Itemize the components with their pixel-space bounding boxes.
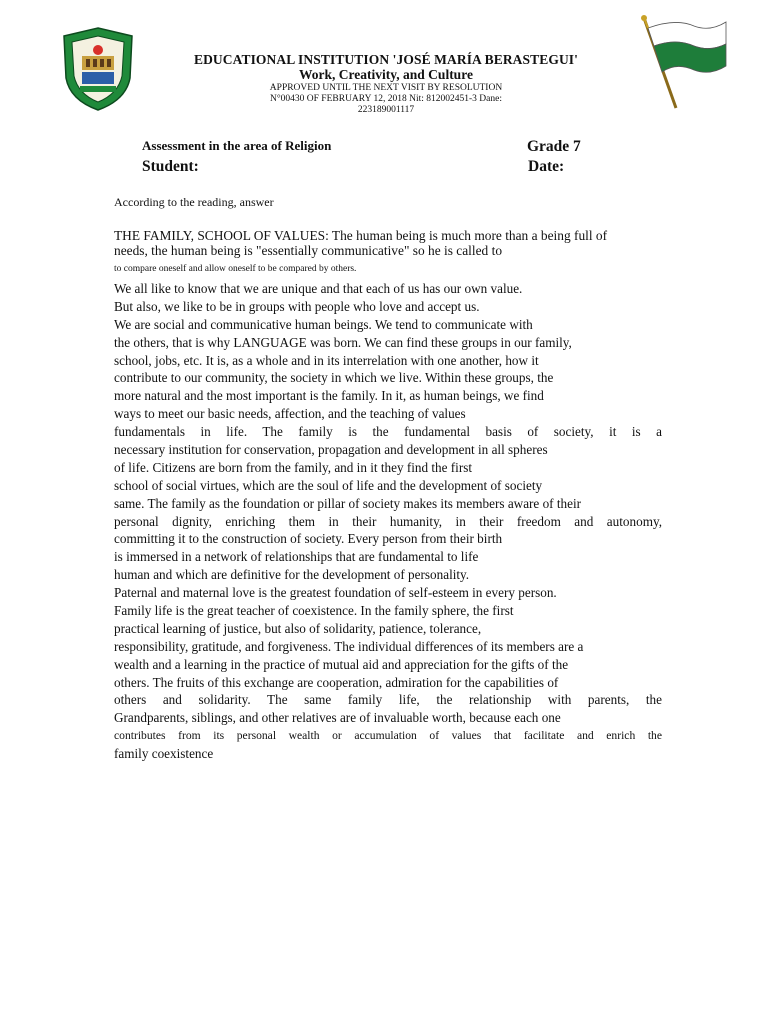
body-line: school, jobs, etc. It is, as a whole and in its interrelation with one another, how it bbox=[114, 352, 539, 368]
body-line: But also, we like to be in groups with people who love and accept us. bbox=[114, 298, 480, 314]
instruction-text: According to the reading, answer bbox=[114, 195, 274, 209]
approval-line-3: 223189001117 bbox=[357, 105, 415, 115]
body-line: fundamentals in life. The family is the fundamental basis of society, it is a bbox=[114, 424, 662, 440]
body-line: practical learning of justice, but also of solidarity, patience, tolerance, bbox=[114, 620, 482, 636]
body-line: ways to meet our basic needs, affection, and the teaching of values bbox=[114, 406, 466, 422]
body-line: the others, that is why LANGUAGE was born. We can find these groups in our family, bbox=[114, 334, 572, 350]
grade-label: Grade 7 bbox=[527, 138, 581, 155]
body-line: responsibility, gratitude, and forgiveness. The individual differences of its members are a bbox=[114, 638, 584, 654]
institution-name: EDUCATIONAL INSTITUTION 'JOSÉ MARÍA BERASTEGUI' bbox=[193, 52, 579, 67]
flag-image bbox=[636, 14, 728, 110]
body-line: human and which are definitive for the development of personality. bbox=[114, 567, 470, 583]
body-line: wealth and a learning in the practice of mutual aid and appreciation for the gifts of the bbox=[114, 656, 569, 672]
approval-line-1: APPROVED UNTIL THE NEXT VISIT BY RESOLUTION bbox=[269, 83, 503, 93]
body-line: is immersed in a network of relationships that are fundamental to life bbox=[114, 549, 479, 565]
body-line: contributes from its personal wealth or accumulation of values that facilitate and enrich the bbox=[114, 729, 662, 743]
body-line: contribute to our community, the society in which we live. Within these groups, the bbox=[114, 370, 554, 386]
intro-paragraph bbox=[114, 228, 662, 258]
intro-line: needs, the human being is "essentially communicative" so he is called to bbox=[114, 243, 503, 258]
body-line: We all like to know that we are unique and that each of us has our own value. bbox=[114, 281, 523, 296]
approval-line-2: N°00430 OF FEBRUARY 12, 2018 Nit: 812002451-3 Dane: bbox=[270, 94, 502, 104]
body-line: committing it to the construction of society. Every person from their birth bbox=[114, 531, 503, 547]
intro-line: THE FAMILY, SCHOOL OF VALUES: The human being is much more than a being full of bbox=[114, 228, 608, 243]
body-line: others. The fruits of this exchange are cooperation, admiration for the capabilities of bbox=[114, 674, 559, 690]
body-line: Family life is the great teacher of coexistence. In the family sphere, the first bbox=[114, 603, 514, 619]
body-line: same. The family as the foundation or pillar of society makes its members aware of their bbox=[114, 495, 582, 511]
institution-motto: Work, Creativity, and Culture bbox=[299, 67, 473, 82]
reading-body bbox=[114, 280, 662, 763]
body-line: family coexistence bbox=[114, 746, 214, 762]
assessment-area: Assessment in the area of Religion bbox=[142, 138, 332, 153]
school-crest-logo bbox=[60, 26, 136, 112]
body-line: others and solidarity. The same family life, the relationship with parents, the bbox=[114, 692, 662, 708]
body-line: personal dignity, enriching them in their humanity, in their freedom and autonomy, bbox=[114, 513, 662, 529]
body-line: Paternal and maternal love is the greatest foundation of self-esteem in every person. bbox=[114, 585, 557, 601]
student-label: Student: bbox=[142, 158, 199, 175]
body-line: We are social and communicative human beings. We tend to communicate with bbox=[114, 316, 533, 332]
body-line: necessary institution for conservation, propagation and development in all spheres bbox=[114, 442, 548, 458]
body-line: more natural and the most important is the family. In it, as human beings, we find bbox=[114, 388, 544, 404]
intro-small-line: to compare oneself and allow oneself to be compared by others. bbox=[114, 264, 357, 274]
body-line: school of social virtues, which are the soul of life and the development of society bbox=[114, 477, 543, 493]
body-line: Grandparents, siblings, and other relatives are of invaluable worth, because each one bbox=[114, 710, 561, 726]
body-line: of life. Citizens are born from the family, and in it they find the first bbox=[114, 459, 473, 475]
date-label: Date: bbox=[528, 158, 565, 175]
